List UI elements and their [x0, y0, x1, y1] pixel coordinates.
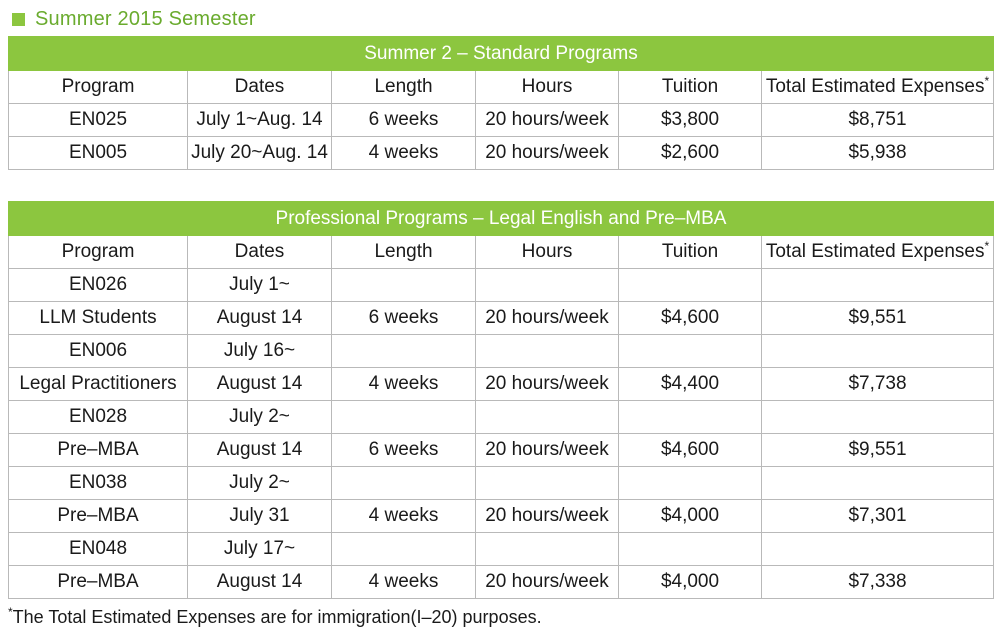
- square-bullet-icon: [12, 13, 25, 26]
- col-header-tuition: Tuition: [619, 71, 762, 104]
- length-cell: 6 weeks: [332, 302, 476, 335]
- empty-cell: [332, 335, 476, 368]
- table-row: [9, 269, 994, 302]
- col-header-dates: Dates: [188, 236, 332, 269]
- program-name-cell: Pre–MBA: [9, 434, 188, 467]
- program-code-cell: EN028: [9, 401, 188, 434]
- program-name-cell: Legal Practitioners: [9, 368, 188, 401]
- empty-cell: [762, 467, 994, 500]
- program-cell: EN025: [9, 104, 188, 137]
- total-cell: $7,301: [762, 500, 994, 533]
- table-row: [9, 401, 994, 434]
- date-start-cell: July 1~: [188, 269, 332, 302]
- total-cell: $5,938: [762, 137, 994, 170]
- length-cell: 4 weeks: [332, 566, 476, 599]
- tuition-cell: $3,800: [619, 104, 762, 137]
- dates-cell: July 20~Aug. 14: [188, 137, 332, 170]
- program-code-cell: EN026: [9, 269, 188, 302]
- hours-cell: 20 hours/week: [476, 434, 619, 467]
- col-header-hours: Hours: [476, 236, 619, 269]
- professional-programs-title: Professional Programs – Legal English and Pre–MBA: [9, 202, 994, 236]
- program-name-cell: LLM Students: [9, 302, 188, 335]
- empty-cell: [476, 467, 619, 500]
- semester-title: Summer 2015 Semester: [35, 7, 256, 30]
- col-header-total-label: Total Estimated Expenses: [765, 241, 985, 262]
- total-cell: $9,551: [762, 302, 994, 335]
- asterisk-mark: *: [984, 239, 990, 253]
- empty-cell: [476, 335, 619, 368]
- empty-cell: [619, 533, 762, 566]
- footnote: [8, 607, 542, 628]
- hours-cell: 20 hours/week: [476, 302, 619, 335]
- hours-cell: 20 hours/week: [476, 104, 619, 137]
- date-start-cell: July 16~: [188, 335, 332, 368]
- hours-cell: 20 hours/week: [476, 566, 619, 599]
- length-cell: 6 weeks: [332, 434, 476, 467]
- empty-cell: [762, 269, 994, 302]
- total-cell: $9,551: [762, 434, 994, 467]
- col-header-program: Program: [9, 236, 188, 269]
- empty-cell: [476, 269, 619, 302]
- col-header-total: [762, 71, 994, 104]
- table-row: [9, 137, 994, 170]
- length-cell: 4 weeks: [332, 368, 476, 401]
- col-header-dates: Dates: [188, 71, 332, 104]
- table-row: [9, 434, 994, 467]
- program-name-cell: Pre–MBA: [9, 500, 188, 533]
- date-end-cell: August 14: [188, 368, 332, 401]
- professional-programs-table: [8, 201, 994, 599]
- empty-cell: [619, 401, 762, 434]
- col-header-length: Length: [332, 236, 476, 269]
- length-cell: 4 weeks: [332, 500, 476, 533]
- empty-cell: [332, 533, 476, 566]
- asterisk-mark: *: [984, 74, 990, 88]
- empty-cell: [762, 533, 994, 566]
- table-row: [9, 500, 994, 533]
- program-code-cell: EN048: [9, 533, 188, 566]
- date-start-cell: July 17~: [188, 533, 332, 566]
- footnote-text: The Total Estimated Expenses are for immigration(I–20) purposes.: [12, 607, 542, 627]
- tuition-cell: $4,600: [619, 434, 762, 467]
- empty-cell: [619, 335, 762, 368]
- col-header-total: [762, 236, 994, 269]
- tuition-cell: $4,600: [619, 302, 762, 335]
- tuition-cell: $2,600: [619, 137, 762, 170]
- empty-cell: [762, 401, 994, 434]
- empty-cell: [476, 533, 619, 566]
- table-row: [9, 335, 994, 368]
- date-end-cell: August 14: [188, 302, 332, 335]
- table-row: [9, 566, 994, 599]
- table-header-row: [9, 236, 994, 269]
- hours-cell: 20 hours/week: [476, 368, 619, 401]
- col-header-program: Program: [9, 71, 188, 104]
- total-cell: $7,738: [762, 368, 994, 401]
- hours-cell: 20 hours/week: [476, 137, 619, 170]
- table-row: [9, 467, 994, 500]
- table-row: [9, 302, 994, 335]
- col-header-total-label: Total Estimated Expenses: [765, 76, 985, 97]
- empty-cell: [619, 269, 762, 302]
- table-header-row: [9, 71, 994, 104]
- empty-cell: [619, 467, 762, 500]
- date-start-cell: July 2~: [188, 401, 332, 434]
- total-cell: $8,751: [762, 104, 994, 137]
- date-end-cell: August 14: [188, 434, 332, 467]
- footnote-mark: *: [8, 605, 13, 619]
- standard-programs-table: [8, 36, 994, 170]
- empty-cell: [476, 401, 619, 434]
- table-row: [9, 368, 994, 401]
- empty-cell: [332, 467, 476, 500]
- tuition-cell: $4,400: [619, 368, 762, 401]
- table-row: [9, 104, 994, 137]
- col-header-tuition: Tuition: [619, 236, 762, 269]
- program-name-cell: Pre–MBA: [9, 566, 188, 599]
- program-code-cell: EN006: [9, 335, 188, 368]
- tuition-cell: $4,000: [619, 500, 762, 533]
- empty-cell: [762, 335, 994, 368]
- program-code-cell: EN038: [9, 467, 188, 500]
- col-header-length: Length: [332, 71, 476, 104]
- section-heading: [12, 6, 256, 32]
- program-cell: EN005: [9, 137, 188, 170]
- empty-cell: [332, 401, 476, 434]
- date-end-cell: August 14: [188, 566, 332, 599]
- empty-cell: [332, 269, 476, 302]
- length-cell: 6 weeks: [332, 104, 476, 137]
- col-header-hours: Hours: [476, 71, 619, 104]
- hours-cell: 20 hours/week: [476, 500, 619, 533]
- table-row: [9, 533, 994, 566]
- standard-programs-title: Summer 2 – Standard Programs: [9, 37, 994, 71]
- total-cell: $7,338: [762, 566, 994, 599]
- date-start-cell: July 2~: [188, 467, 332, 500]
- date-end-cell: July 31: [188, 500, 332, 533]
- tuition-cell: $4,000: [619, 566, 762, 599]
- dates-cell: July 1~Aug. 14: [188, 104, 332, 137]
- length-cell: 4 weeks: [332, 137, 476, 170]
